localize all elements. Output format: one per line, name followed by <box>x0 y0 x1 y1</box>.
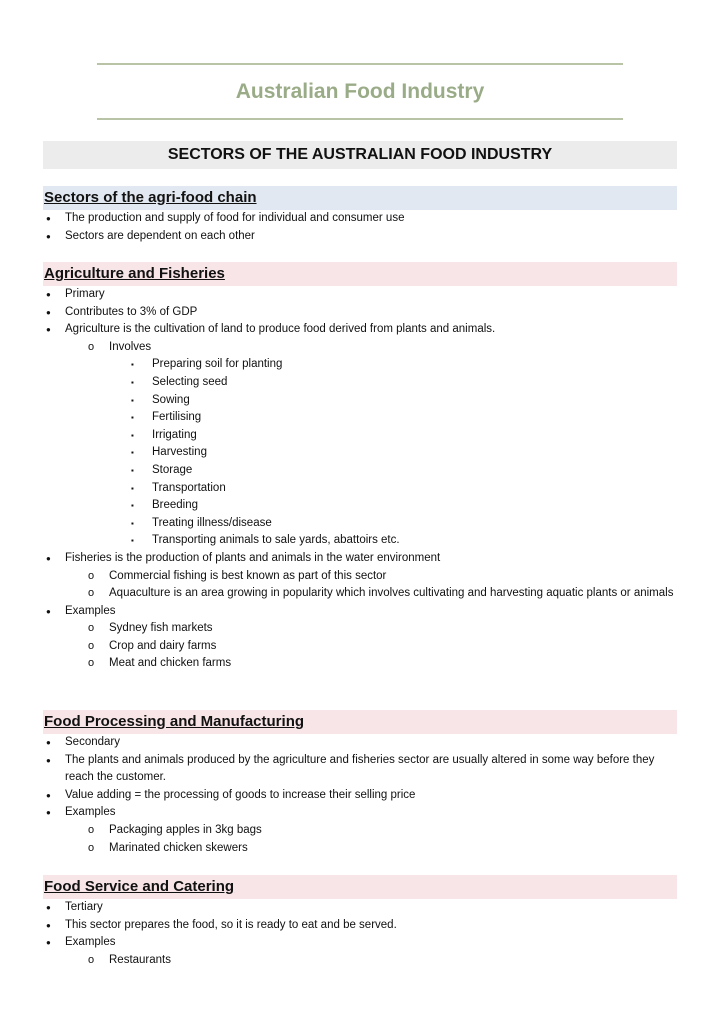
page-heading: SECTORS OF THE AUSTRALIAN FOOD INDUSTRY <box>43 141 677 169</box>
list-item: ● Secondary <box>43 734 683 752</box>
section-heading-food-service <box>43 875 677 899</box>
list-item: ● Agriculture is the cultivation of land to produce food derived from plants and animals. <box>43 321 683 339</box>
list-item: ▪ Harvesting <box>43 444 683 462</box>
document-title: Australian Food Industry <box>235 80 485 103</box>
section-heading-text: Agriculture and Fisheries <box>44 265 225 282</box>
list-item: ● Contributes to 3% of GDP <box>43 304 683 322</box>
section-heading-agri-food-chain <box>43 186 677 210</box>
list-item: o Restaurants <box>43 952 683 970</box>
list-item: ▪ Storage <box>43 462 683 480</box>
agri-food-chain-list <box>43 210 683 245</box>
section-heading-agriculture-fisheries <box>43 262 677 286</box>
section-heading-text: Food Processing and Manufacturing <box>44 713 305 730</box>
list-item: ▪ Irrigating <box>43 427 683 445</box>
list-item: ● Examples <box>43 603 683 621</box>
agriculture-fisheries-list <box>43 286 683 673</box>
list-item: ● Examples <box>43 804 683 822</box>
list-item: ▪ Transporting animals to sale yards, abattoirs etc. <box>43 532 683 550</box>
list-item: o Meat and chicken farms <box>43 655 683 673</box>
list-item: o Crop and dairy farms <box>43 638 683 656</box>
list-item: ▪ Selecting seed <box>43 374 683 392</box>
list-item: ▪ Fertilising <box>43 409 683 427</box>
food-processing-list <box>43 734 683 857</box>
list-item: o Sydney fish markets <box>43 620 683 638</box>
list-item: o Aquaculture is an area growing in popularity which involves cultivating and harvesting aquatic plants or animals <box>43 585 683 603</box>
list-item: ● Sectors are dependent on each other <box>43 228 683 246</box>
title-rule-bottom <box>97 118 623 120</box>
list-item: ● Fisheries is the production of plants and animals in the water environment <box>43 550 683 568</box>
list-item: ● Tertiary <box>43 899 683 917</box>
list-item: ● Value adding = the processing of goods to increase their selling price <box>43 787 683 805</box>
list-item: ● This sector prepares the food, so it is ready to eat and be served. <box>43 917 683 935</box>
food-service-list <box>43 899 683 969</box>
list-item: ● The production and supply of food for individual and consumer use <box>43 210 683 228</box>
list-item: ▪ Transportation <box>43 480 683 498</box>
list-item: ▪ Treating illness/disease <box>43 515 683 533</box>
list-item: ● The plants and animals produced by the agriculture and fisheries sector are usually altered in some way before they reach the customer. <box>43 752 683 787</box>
section-heading-food-processing <box>43 710 677 734</box>
list-item: o Packaging apples in 3kg bags <box>43 822 683 840</box>
title-rule-top <box>97 63 623 65</box>
list-item: o Involves <box>43 339 683 357</box>
list-item: ▪ Preparing soil for planting <box>43 356 683 374</box>
list-item: ▪ Sowing <box>43 392 683 410</box>
section-heading-text: Sectors of the agri-food chain <box>44 189 257 206</box>
section-heading-text: Food Service and Catering <box>44 878 235 895</box>
list-item: o Commercial fishing is best known as part of this sector <box>43 568 683 586</box>
list-item: ● Examples <box>43 934 683 952</box>
list-item: ● Primary <box>43 286 683 304</box>
list-item: ▪ Breeding <box>43 497 683 515</box>
list-item: o Marinated chicken skewers <box>43 840 683 858</box>
